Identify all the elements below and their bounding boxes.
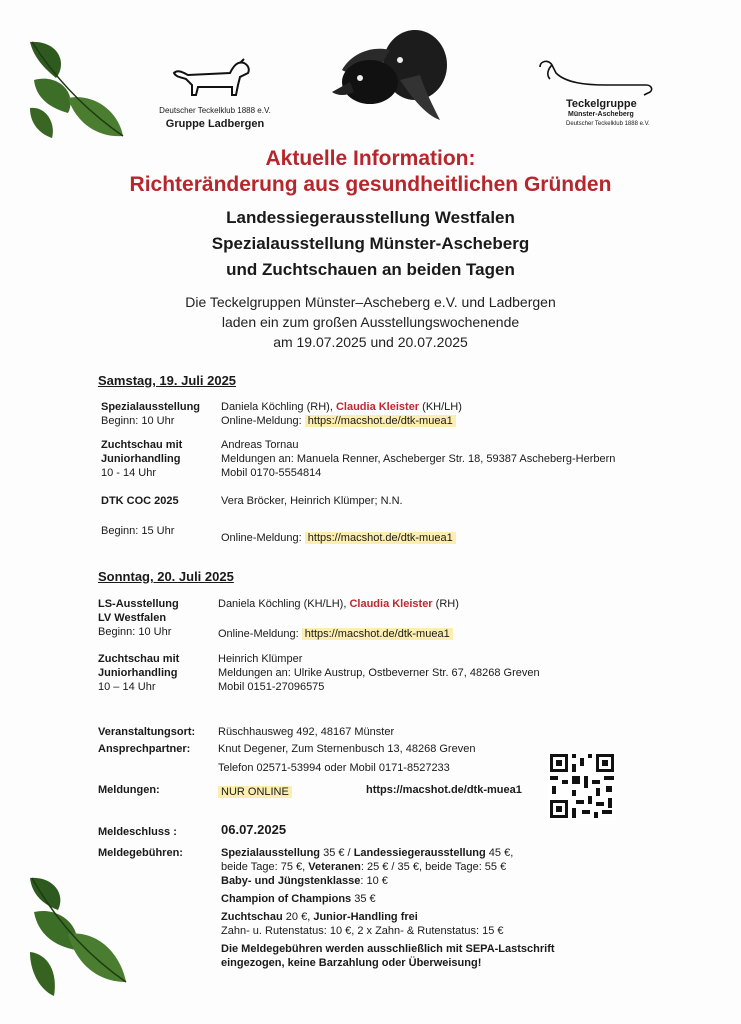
sat-spez-label: Spezialausstellung <box>101 401 201 413</box>
fee-price: : 25 € / 35 €, beide Tage: 55 € <box>360 861 507 873</box>
fee-line1 <box>221 846 513 860</box>
sunday-heading: Sonntag, 20. Juli 2025 <box>98 569 234 584</box>
fee-price: beide Tage: 75 €, <box>221 861 306 873</box>
sun-zucht-time: 10 – 14 Uhr <box>98 681 156 693</box>
fee-line5 <box>221 910 418 924</box>
fee-line4 <box>221 892 376 906</box>
left-logo-line2: Gruppe Ladbergen <box>165 118 265 130</box>
sun-ls-begin: Beginn: 10 Uhr <box>98 626 172 638</box>
fee-item: Spezialausstellung <box>221 847 321 859</box>
sun-zucht-mobil: Mobil 0151-27096575 <box>218 681 325 693</box>
saturday-heading: Samstag, 19. Juli 2025 <box>98 373 237 388</box>
sun-ls-judges <box>218 597 459 611</box>
ansprech-value: Knut Degener, Zum Sternenbusch 13, 48268 Greven <box>218 743 476 755</box>
sat-zucht-judge: Andreas Tornau <box>221 439 299 451</box>
subtitle-line1: Landessiegerausstellung Westfalen <box>226 208 515 227</box>
judge-name-highlight: Claudia Kleister <box>349 598 433 610</box>
leaves-top-left-icon <box>28 38 133 143</box>
subtitle-line2: Spezialausstellung Münster-Ascheberg <box>211 234 530 253</box>
sat-zucht-label1: Zuchtschau mit <box>101 439 183 451</box>
fee-item: Baby- und Jüngstenklasse <box>221 875 361 887</box>
meldeschluss-value: 06.07.2025 <box>221 822 287 837</box>
title-line2: Richteränderung aus gesundheitlichen Gründen <box>129 173 612 196</box>
online-label: Online-Meldung: <box>221 415 302 427</box>
right-logo-line1: Teckelgruppe <box>566 98 637 110</box>
judge-classes: (KH/LH) <box>422 401 462 413</box>
sun-ls-online <box>218 627 453 641</box>
dachshund-logo-icon <box>168 55 256 103</box>
sat-zucht-mobil: Mobil 0170-5554814 <box>221 467 322 479</box>
sat-zucht-label2: Juniorhandling <box>101 453 181 465</box>
sun-ls-label1: LS-Ausstellung <box>98 598 179 610</box>
fee-line2 <box>221 860 506 874</box>
nur-online-badge: NUR ONLINE <box>218 786 292 798</box>
online-link[interactable]: https://macshot.de/dtk-muea1 <box>302 628 453 640</box>
sat-coc-label: DTK COC 2025 <box>101 495 179 507</box>
fee-item: Champion of Champions <box>221 893 352 905</box>
fee-line6: Zahn- u. Rutenstatus: 10 €, 2 x Zahn- & Rutenstatus: 15 € <box>221 925 504 937</box>
intro-line3: am 19.07.2025 und 20.07.2025 <box>273 334 468 350</box>
online-label: Online-Meldung: <box>221 532 302 544</box>
fee-item: Junior-Handling frei <box>313 911 418 923</box>
fee-price: 35 € / <box>323 847 351 859</box>
sun-ls-label2: LV Westfalen <box>98 612 167 624</box>
sat-spez-begin: Beginn: 10 Uhr <box>101 415 175 427</box>
sat-coc-begin: Beginn: 15 Uhr <box>101 525 175 537</box>
sat-coc-online <box>221 531 456 545</box>
fee-item: Veteranen <box>308 861 361 873</box>
judge-classes: (RH) <box>435 598 459 610</box>
sun-zucht-label2: Juniorhandling <box>98 667 178 679</box>
leaves-bottom-left-icon <box>28 872 133 1002</box>
sat-spez-online <box>221 414 456 428</box>
judge-name: Daniela Köchling (KH/LH), <box>218 598 347 610</box>
intro-line2: laden ein zum großen Ausstellungswochenende <box>221 314 520 330</box>
fee-price: 20 €, <box>285 911 311 923</box>
payment-note-line2: eingezogen, keine Barzahlung oder Überweisung! <box>221 957 482 969</box>
left-logo-line1: Deutscher Teckelklub 1888 e.V. <box>159 106 271 115</box>
meldungen-link[interactable]: https://macshot.de/dtk-muea1 <box>366 784 522 796</box>
fee-price: 35 € <box>354 893 376 905</box>
sat-zucht-time: 10 - 14 Uhr <box>101 467 157 479</box>
fee-price: : 10 € <box>360 875 388 887</box>
subtitle-line3: und Zuchtschauen an beiden Tagen <box>226 260 515 279</box>
right-logo-line2: Münster-Ascheberg <box>568 111 634 118</box>
judge-name-highlight: Claudia Kleister <box>335 401 420 413</box>
online-link[interactable]: https://macshot.de/dtk-muea1 <box>305 415 456 427</box>
online-link[interactable]: https://macshot.de/dtk-muea1 <box>305 532 456 544</box>
ansprech-label: Ansprechpartner: <box>98 743 191 755</box>
fee-item: Zuchtschau <box>221 911 283 923</box>
telefon: Telefon 02571-53994 oder Mobil 0171-8527233 <box>218 762 450 774</box>
ort-value: Rüschhausweg 492, 48167 Münster <box>218 726 395 738</box>
gebuehren-label: Meldegebühren: <box>98 847 183 859</box>
meldungen-label: Meldungen: <box>98 784 160 796</box>
right-logo-line3: Deutscher Teckelklub 1888 e.V. <box>566 121 650 127</box>
meldeschluss-label: Meldeschluss : <box>98 826 177 838</box>
sun-zucht-meldungen: Meldungen an: Ulrike Austrup, Ostbeverner Str. 67, 48268 Greven <box>218 667 540 679</box>
payment-note-line1: Die Meldegebühren werden ausschließlich mit SEPA-Lastschrift <box>221 943 555 955</box>
online-label: Online-Meldung: <box>218 628 299 640</box>
title-line1: Aktuelle Information: <box>265 147 476 170</box>
fee-line3 <box>221 874 388 888</box>
fee-price: 45 €, <box>488 847 514 859</box>
sat-coc-judges: Vera Bröcker, Heinrich Klümper; N.N. <box>221 495 403 507</box>
dachshund-heads-icon <box>330 20 460 125</box>
sun-zucht-judge: Heinrich Klümper <box>218 653 303 665</box>
meldungen-value <box>218 785 292 799</box>
sat-zucht-meldungen: Meldungen an: Manuela Renner, Ascheberger Str. 18, 59387 Ascheberg-Herbern <box>221 453 616 465</box>
fee-item: Landessiegerausstellung <box>353 847 486 859</box>
ort-label: Veranstaltungsort: <box>98 726 196 738</box>
intro-line1: Die Teckelgruppen Münster–Ascheberg e.V. und Ladbergen <box>185 294 556 310</box>
sun-zucht-label1: Zuchtschau mit <box>98 653 180 665</box>
sat-spez-judges <box>221 400 462 414</box>
qr-code-icon[interactable] <box>548 752 616 820</box>
judge-name: Daniela Köchling (RH), <box>221 401 333 413</box>
